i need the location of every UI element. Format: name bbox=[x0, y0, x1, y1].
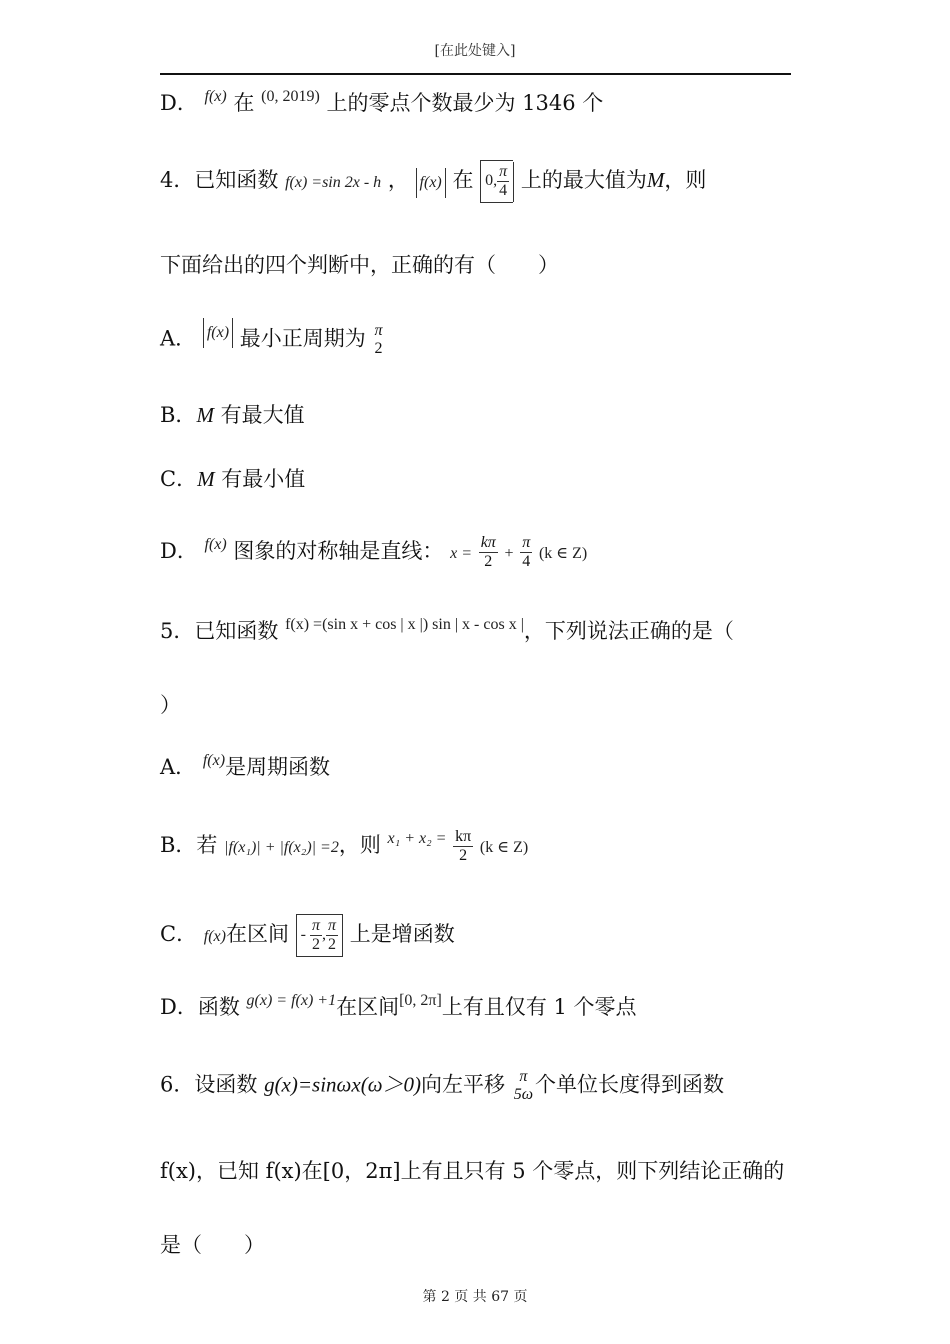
option-label: D． bbox=[160, 91, 198, 115]
text: 上有且仅有 1 个零点 bbox=[441, 995, 637, 1019]
frac-num: π bbox=[328, 917, 337, 934]
formula-fx: f(x) bbox=[204, 88, 227, 105]
var-m: M bbox=[197, 467, 215, 491]
formula-x-eq: x = bbox=[450, 545, 473, 562]
option-4b bbox=[160, 400, 305, 430]
var-m: M bbox=[646, 168, 665, 192]
text: 在 bbox=[452, 168, 474, 192]
text: 有最小值 bbox=[221, 467, 306, 491]
option-label: C． bbox=[160, 467, 198, 491]
question-6-continued-2: 是（ ） bbox=[160, 1233, 265, 1257]
frac-den: 2 bbox=[374, 340, 383, 357]
text: 在 bbox=[233, 91, 255, 115]
question-6-continued: f(x)，已知 f(x)在[0，2π]上有且只有 5 个零点，则下列结论正确的 bbox=[160, 1159, 785, 1183]
text: 向左平移 bbox=[421, 1072, 506, 1097]
text: 图象的对称轴是直线： bbox=[233, 539, 444, 563]
text: ，则 bbox=[664, 168, 707, 192]
text: 上是增函数 bbox=[349, 922, 455, 946]
question-4 bbox=[160, 160, 706, 203]
option-label: C． bbox=[160, 922, 198, 946]
formula-fraction bbox=[512, 1068, 535, 1104]
option-5c bbox=[160, 914, 455, 957]
formula-k-in-z: (k ∈ Z) bbox=[538, 545, 588, 562]
frac-den: 5ω bbox=[513, 1086, 533, 1103]
text: ， bbox=[387, 168, 409, 192]
frac-num: π bbox=[311, 917, 320, 934]
frac-den: 2 bbox=[328, 936, 336, 953]
var-m: M bbox=[196, 403, 214, 427]
frac-den: 2 bbox=[459, 847, 468, 864]
option-label: D． bbox=[160, 539, 198, 563]
frac-num: kπ bbox=[455, 828, 472, 845]
option-4d bbox=[160, 534, 587, 571]
formula-abs-fx: f(x) bbox=[416, 168, 446, 198]
formula-fx: f(x) bbox=[204, 536, 227, 553]
plus-sign: + bbox=[504, 545, 514, 562]
header-placeholder: [在此处键入] bbox=[434, 43, 516, 59]
frac-den: 2 bbox=[311, 936, 320, 953]
frac-num: π bbox=[519, 1068, 528, 1085]
text: 在区间 bbox=[225, 922, 289, 946]
question-4-continued: 下面给出的四个判断中，正确的有（ ） bbox=[160, 253, 559, 277]
text: ，下列说法正确的是（ bbox=[523, 619, 734, 643]
text: 上的零点个数最少为 1346 个 bbox=[326, 91, 604, 115]
interval-left: 0, bbox=[485, 172, 498, 190]
formula-function: f(x) =sin 2x - h bbox=[285, 174, 382, 191]
formula-fraction bbox=[520, 534, 532, 571]
option-label: B． bbox=[160, 403, 197, 427]
question-5 bbox=[160, 616, 734, 649]
option-d-prev bbox=[160, 88, 603, 121]
frac-den: 2 bbox=[484, 553, 493, 570]
page-number: 第 2 页 共 67 页 bbox=[422, 1289, 528, 1305]
option-5d bbox=[160, 992, 637, 1025]
text: 上的最大值为 bbox=[520, 168, 647, 192]
formula-fraction bbox=[453, 828, 473, 865]
bracket-right bbox=[513, 162, 514, 202]
text: ，则 bbox=[338, 833, 381, 857]
question-label: 6．设函数 bbox=[160, 1072, 258, 1097]
option-label: D．函数 bbox=[160, 995, 240, 1019]
formula-abs-fx: f(x) bbox=[203, 318, 233, 348]
question-6 bbox=[160, 1068, 724, 1104]
header-rule bbox=[160, 73, 791, 75]
formula-fx: f(x) bbox=[202, 752, 226, 769]
question-5-continued: ） bbox=[160, 693, 181, 717]
frac-num: π bbox=[522, 534, 531, 551]
formula-g: g(x)=sinωx(ω＞0) bbox=[264, 1072, 422, 1097]
separator: , bbox=[322, 926, 326, 944]
frac-num: π bbox=[499, 163, 508, 180]
formula-fx: f(x) bbox=[203, 928, 226, 945]
frac-num: π bbox=[374, 322, 383, 339]
frac-num: kπ bbox=[480, 534, 496, 551]
minus-sign: - bbox=[300, 926, 306, 944]
option-label: B．若 bbox=[160, 833, 218, 857]
formula-g: g(x) = f(x) +1 bbox=[246, 992, 337, 1009]
question-label: 4．已知函数 bbox=[160, 168, 279, 192]
formula-interval-bracket bbox=[296, 914, 343, 957]
formula-abs-sum: |f(x₁)| + |f(x₂)| =2 bbox=[224, 839, 339, 856]
formula-x-sum: x₁ + x₂ = bbox=[387, 830, 447, 847]
text: 有最大值 bbox=[220, 403, 305, 427]
text: 在区间 bbox=[336, 995, 400, 1019]
text: 最小正周期为 bbox=[239, 326, 366, 351]
formula-interval-bracket bbox=[480, 160, 513, 203]
question-label: 5．已知函数 bbox=[160, 619, 279, 643]
formula-interval: (0, 2019) bbox=[261, 88, 320, 105]
option-4c bbox=[160, 464, 305, 494]
formula-function: f(x) =(sin x + cos | x |) sin | x - cos x | bbox=[285, 616, 524, 633]
option-5a bbox=[160, 752, 330, 785]
formula-k-in-z: (k ∈ Z) bbox=[479, 839, 529, 856]
formula-interval: [0, 2π] bbox=[399, 992, 442, 1009]
option-label: A． bbox=[160, 326, 197, 351]
text: 是周期函数 bbox=[225, 755, 331, 779]
option-4a bbox=[160, 322, 384, 358]
option-label: A． bbox=[160, 755, 197, 779]
formula-fraction bbox=[372, 322, 384, 358]
text: 个单位长度得到函数 bbox=[535, 1072, 724, 1097]
frac-den: 4 bbox=[499, 182, 508, 199]
formula-fraction bbox=[479, 534, 498, 571]
frac-den: 4 bbox=[522, 553, 531, 570]
option-5b bbox=[160, 828, 528, 865]
